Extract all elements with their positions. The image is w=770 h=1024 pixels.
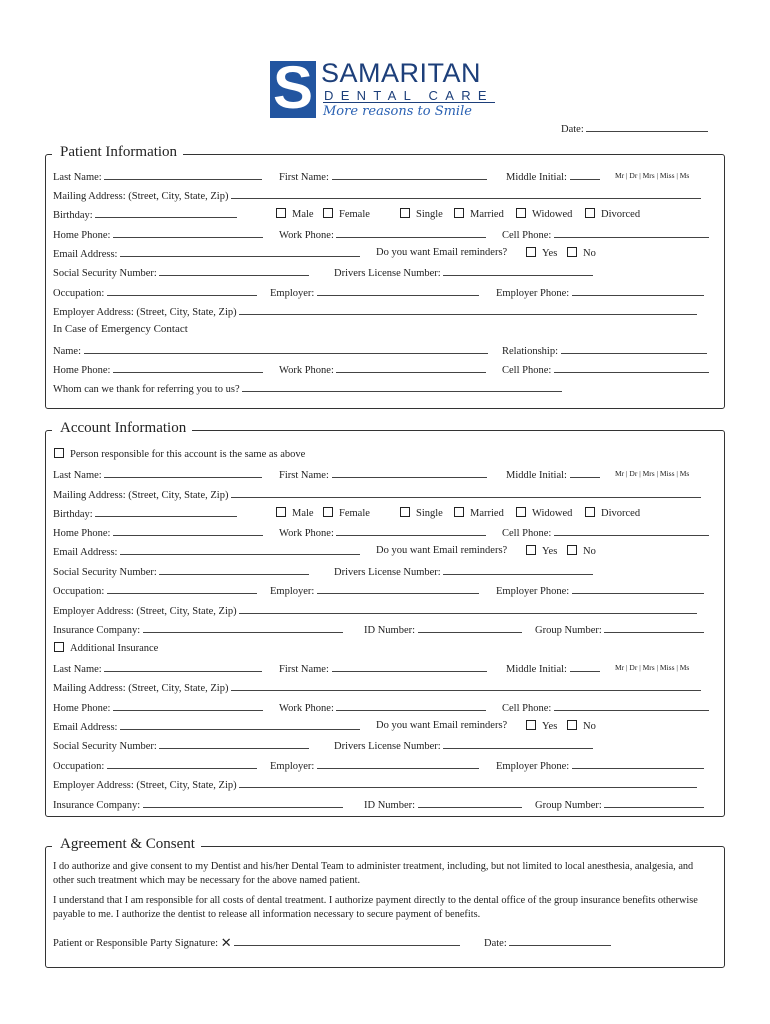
- ai-home-phone-field[interactable]: Home Phone:: [53, 701, 263, 714]
- consent-paragraph-1: I do authorize and give consent to my Dentist and his/her Dental Team to administer treatment, including, but not limited to local anesthesia, analgesia, and other such treatment which may be necessary for the above named patient.: [53, 861, 694, 886]
- p-referral-field[interactable]: Whom can we thank for referring you to us?: [53, 382, 562, 395]
- patient-section-title: Patient Information: [52, 144, 183, 161]
- ec-relationship-field[interactable]: Relationship:: [502, 344, 707, 357]
- consent-paragraph-2: I understand that I am responsible for all costs of dental treatment. I authorize payment directly to the dental office of the group insurance benefits otherwise payable to me. I authorize the dentist to release all information necessary to secure payment of benefits.: [53, 895, 698, 920]
- p-employer-phone-field[interactable]: Employer Phone:: [496, 286, 704, 299]
- a-married-checkbox[interactable]: Married: [454, 507, 504, 519]
- signature-x-mark: ✕: [220, 936, 232, 951]
- logo-initial: S: [272, 54, 314, 121]
- a-ssn-field[interactable]: Social Security Number:: [53, 565, 309, 578]
- account-section-title: Account Information: [52, 420, 192, 437]
- p-last-name-field[interactable]: Last Name:: [53, 170, 262, 183]
- p-widowed-checkbox[interactable]: Widowed: [516, 208, 572, 220]
- consent-date-field[interactable]: Date:: [484, 936, 611, 949]
- a-mailing-field[interactable]: Mailing Address: (Street, City, State, Zip): [53, 488, 701, 501]
- p-reminder-yes-checkbox[interactable]: Yes: [526, 247, 557, 259]
- p-work-phone-field[interactable]: Work Phone:: [279, 228, 486, 241]
- a-group-number-field[interactable]: Group Number:: [535, 623, 704, 636]
- p-mailing-field[interactable]: Mailing Address: (Street, City, State, Zip): [53, 189, 701, 202]
- a-male-checkbox[interactable]: Male: [276, 507, 314, 519]
- a-single-checkbox[interactable]: Single: [400, 507, 443, 519]
- ai-insurance-company-field[interactable]: Insurance Company:: [53, 798, 343, 811]
- p-email-field[interactable]: Email Address:: [53, 247, 360, 260]
- a-reminder-yes-checkbox[interactable]: Yes: [526, 545, 557, 557]
- a-divorced-checkbox[interactable]: Divorced: [585, 507, 640, 519]
- logo-subtitle: DENTAL CARE: [324, 88, 494, 103]
- a-insurance-company-field[interactable]: Insurance Company:: [53, 623, 343, 636]
- ai-first-name-field[interactable]: First Name:: [279, 662, 487, 675]
- ai-ssn-field[interactable]: Social Security Number:: [53, 739, 309, 752]
- ec-name-field[interactable]: Name:: [53, 344, 488, 357]
- a-id-number-field[interactable]: ID Number:: [364, 623, 522, 636]
- consent-section-title: Agreement & Consent: [52, 836, 201, 853]
- p-home-phone-field[interactable]: Home Phone:: [53, 228, 263, 241]
- additional-insurance-checkbox[interactable]: Additional Insurance: [54, 642, 158, 654]
- p-birthday-field[interactable]: Birthday:: [53, 208, 237, 221]
- ai-occupation-field[interactable]: Occupation:: [53, 759, 257, 772]
- ai-last-name-field[interactable]: Last Name:: [53, 662, 262, 675]
- p-occupation-field[interactable]: Occupation:: [53, 286, 257, 299]
- p-female-checkbox[interactable]: Female: [323, 208, 370, 220]
- ai-employer-field[interactable]: Employer:: [270, 759, 479, 772]
- a-home-phone-field[interactable]: Home Phone:: [53, 526, 263, 539]
- ai-employer-address-field[interactable]: Employer Address: (Street, City, State, Zip): [53, 778, 697, 791]
- ai-id-number-field[interactable]: ID Number:: [364, 798, 522, 811]
- a-occupation-field[interactable]: Occupation:: [53, 584, 257, 597]
- ai-work-phone-field[interactable]: Work Phone:: [279, 701, 486, 714]
- a-widowed-checkbox[interactable]: Widowed: [516, 507, 572, 519]
- a-female-checkbox[interactable]: Female: [323, 507, 370, 519]
- a-reminders-label: Do you want Email reminders?: [376, 545, 508, 556]
- date-line: [586, 122, 708, 132]
- a-same-as-above-checkbox[interactable]: Person responsible for this account is the same as above: [54, 448, 305, 460]
- p-employer-address-field[interactable]: Employer Address: (Street, City, State, Zip): [53, 305, 697, 318]
- a-first-name-field[interactable]: First Name:: [279, 468, 487, 481]
- a-drivers-license-field[interactable]: Drivers License Number:: [334, 565, 593, 578]
- a-last-name-field[interactable]: Last Name:: [53, 468, 262, 481]
- ai-mailing-field[interactable]: Mailing Address: (Street, City, State, Zip): [53, 681, 701, 694]
- a-birthday-field[interactable]: Birthday:: [53, 507, 237, 520]
- a-employer-address-field[interactable]: Employer Address: (Street, City, State, Zip): [53, 604, 697, 617]
- a-employer-phone-field[interactable]: Employer Phone:: [496, 584, 704, 597]
- top-date-field[interactable]: [561, 122, 708, 135]
- emergency-contact-heading: In Case of Emergency Contact: [53, 323, 188, 335]
- ai-middle-initial-field[interactable]: Middle Initial:: [506, 662, 600, 675]
- ai-cell-phone-field[interactable]: Cell Phone:: [502, 701, 709, 714]
- p-ssn-field[interactable]: Social Security Number:: [53, 266, 309, 279]
- ec-work-phone-field[interactable]: Work Phone:: [279, 363, 486, 376]
- p-first-name-field[interactable]: First Name:: [279, 170, 487, 183]
- p-reminders-label: Do you want Email reminders?: [376, 247, 508, 258]
- ai-group-number-field[interactable]: Group Number:: [535, 798, 704, 811]
- p-divorced-checkbox[interactable]: Divorced: [585, 208, 640, 220]
- a-work-phone-field[interactable]: Work Phone:: [279, 526, 486, 539]
- p-middle-initial-field[interactable]: Middle Initial:: [506, 170, 600, 183]
- ai-reminder-no-checkbox[interactable]: No: [567, 720, 596, 732]
- ec-home-phone-field[interactable]: Home Phone:: [53, 363, 263, 376]
- ai-employer-phone-field[interactable]: Employer Phone:: [496, 759, 704, 772]
- a-employer-field[interactable]: Employer:: [270, 584, 479, 597]
- a-email-field[interactable]: Email Address:: [53, 545, 360, 558]
- p-drivers-license-field[interactable]: Drivers License Number:: [334, 266, 593, 279]
- a-middle-initial-field[interactable]: Middle Initial:: [506, 468, 600, 481]
- p-male-checkbox[interactable]: Male: [276, 208, 314, 220]
- p-single-checkbox[interactable]: Single: [400, 208, 443, 220]
- a-reminder-no-checkbox[interactable]: No: [567, 545, 596, 557]
- logo-name: SAMARITAN: [321, 58, 482, 88]
- p-employer-field[interactable]: Employer:: [270, 286, 479, 299]
- p-married-checkbox[interactable]: Married: [454, 208, 504, 220]
- logo-tagline: More reasons to Smile: [323, 104, 472, 119]
- ai-title-options[interactable]: Mr | Dr | Mrs | Miss | Ms: [615, 663, 690, 672]
- ai-reminders-label: Do you want Email reminders?: [376, 720, 508, 731]
- a-cell-phone-field[interactable]: Cell Phone:: [502, 526, 709, 539]
- p-cell-phone-field[interactable]: Cell Phone:: [502, 228, 709, 241]
- signature-field[interactable]: Patient or Responsible Party Signature: ✕: [53, 936, 460, 951]
- p-title-options[interactable]: Mr | Dr | Mrs | Miss | Ms: [615, 171, 690, 180]
- p-reminder-no-checkbox[interactable]: No: [567, 247, 596, 259]
- ec-cell-phone-field[interactable]: Cell Phone:: [502, 363, 709, 376]
- date-label: Date:: [561, 124, 584, 135]
- ai-reminder-yes-checkbox[interactable]: Yes: [526, 720, 557, 732]
- a-title-options[interactable]: Mr | Dr | Mrs | Miss | Ms: [615, 469, 690, 478]
- ai-email-field[interactable]: Email Address:: [53, 720, 360, 733]
- ai-drivers-license-field[interactable]: Drivers License Number:: [334, 739, 593, 752]
